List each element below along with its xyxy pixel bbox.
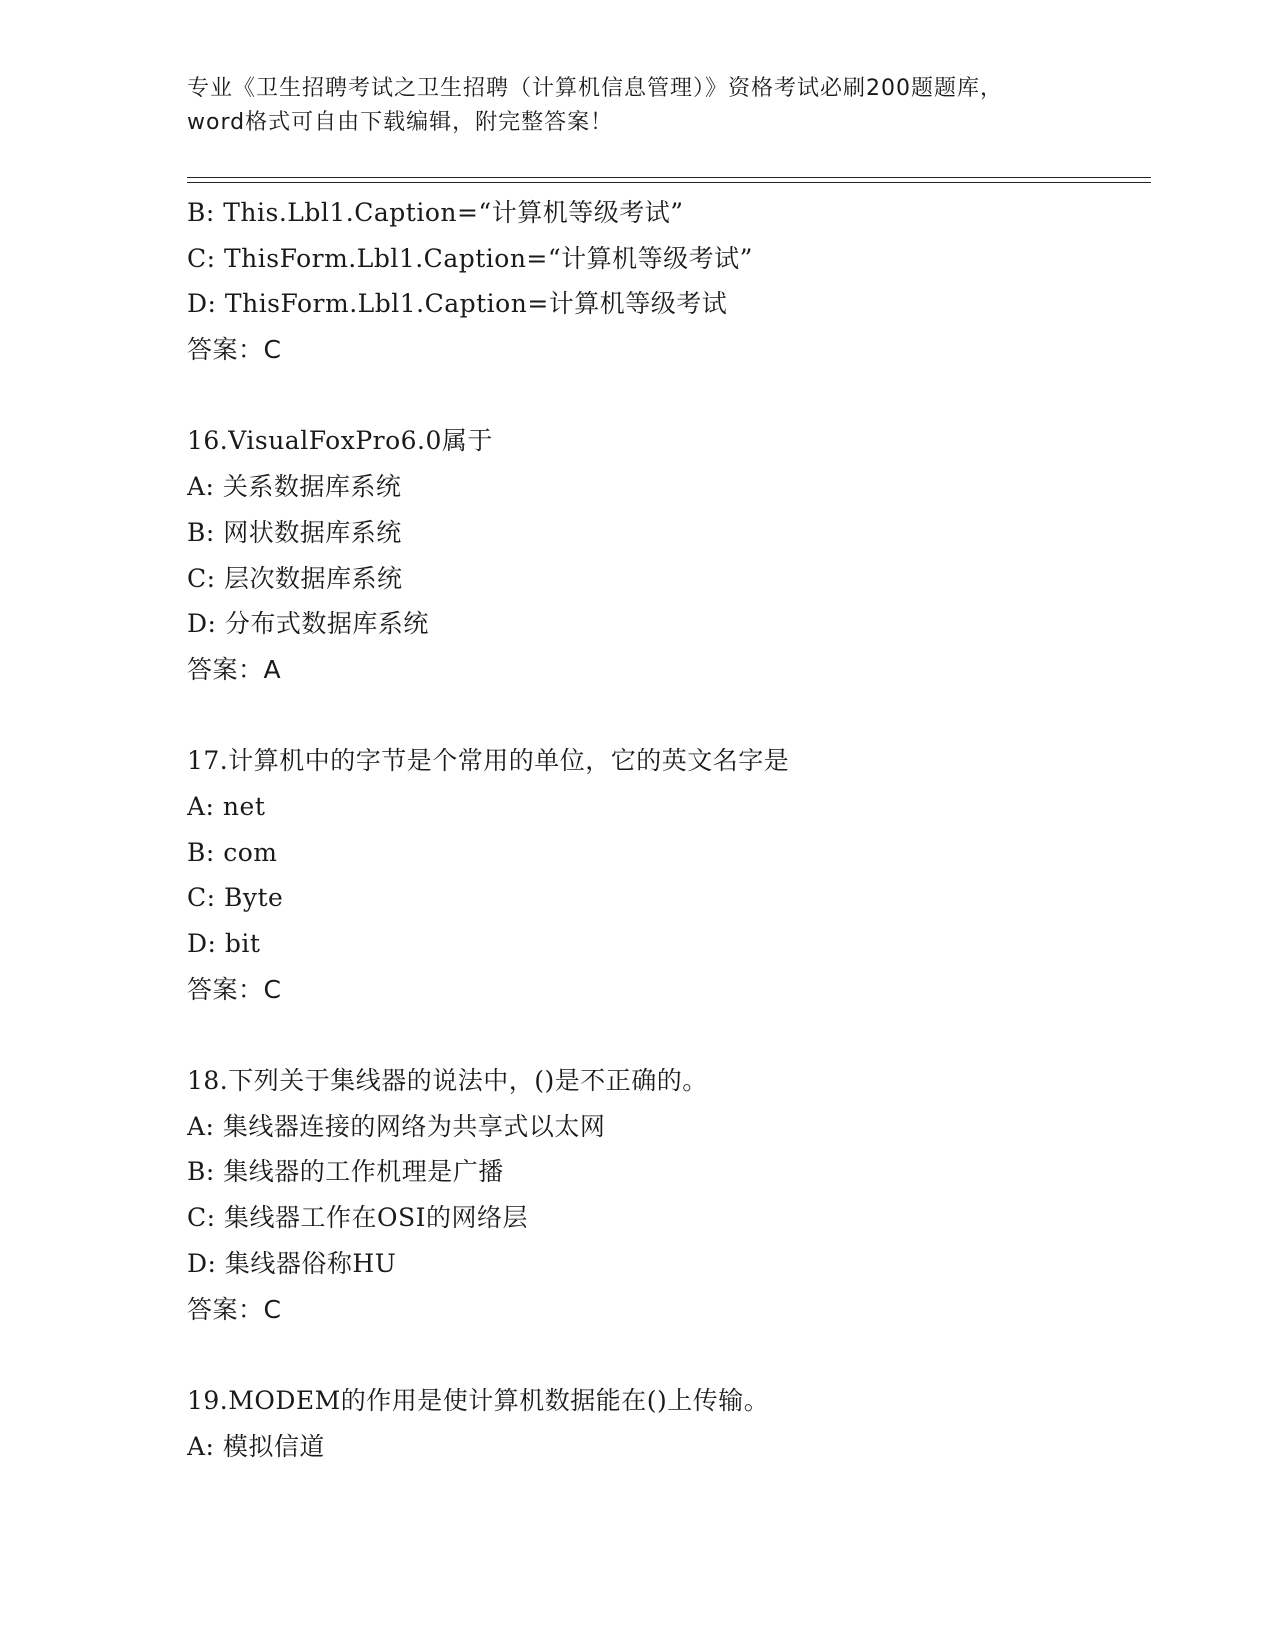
question-text: 18.下列关于集线器的说法中，()是不正确的。 xyxy=(187,1066,708,1096)
header-line-2: word格式可自由下载编辑，附完整答案！ xyxy=(187,110,614,135)
spacer xyxy=(187,693,1147,739)
question-text: 19.MODEM的作用是使计算机数据能在()上传输。 xyxy=(187,1385,770,1415)
option-a: A: net xyxy=(187,791,266,821)
option-d: D: 分布式数据库系统 xyxy=(187,609,429,639)
document-header xyxy=(187,72,1087,140)
header-line-1: 专业《卫生招聘考试之卫生招聘（计算机信息管理）》资格考试必刷200题题库， xyxy=(187,76,1003,101)
option-c: C: 集线器工作在OSI的网络层 xyxy=(187,1203,528,1233)
question-list xyxy=(187,190,1147,1469)
option-b: B: 网状数据库系统 xyxy=(187,517,402,547)
option-c: C: 层次数据库系统 xyxy=(187,563,403,593)
option-a: A: 模拟信道 xyxy=(187,1431,325,1461)
option-c: C: Byte xyxy=(187,883,284,913)
spacer xyxy=(187,1332,1147,1378)
option-d: D: 集线器俗称HU xyxy=(187,1248,397,1278)
option-b: B: com xyxy=(187,837,278,867)
option-c: C: ThisForm.Lbl1.Caption=“计算机等级考试” xyxy=(187,243,753,273)
answer: 答案：C xyxy=(187,1294,282,1324)
answer: 答案：C xyxy=(187,974,282,1004)
question-15 xyxy=(187,190,1147,373)
answer: 答案：A xyxy=(187,654,282,684)
question-text: 16.VisualFoxPro6.0属于 xyxy=(187,426,493,456)
question-19 xyxy=(187,1378,1147,1469)
option-a: A: 集线器连接的网络为共享式以太网 xyxy=(187,1111,606,1141)
spacer xyxy=(187,1012,1147,1058)
spacer xyxy=(187,373,1147,419)
answer: 答案：C xyxy=(187,335,282,365)
question-17 xyxy=(187,738,1147,1012)
question-18 xyxy=(187,1058,1147,1332)
question-16 xyxy=(187,418,1147,692)
option-b: B: 集线器的工作机理是广播 xyxy=(187,1157,504,1187)
option-a: A: 关系数据库系统 xyxy=(187,472,402,502)
option-d: D: ThisForm.Lbl1.Caption=计算机等级考试 xyxy=(187,289,728,319)
option-d: D: bit xyxy=(187,929,261,958)
option-b: B: This.Lbl1.Caption=“计算机等级考试” xyxy=(187,198,684,227)
header-divider-bottom xyxy=(187,182,1151,183)
header-divider-top xyxy=(187,177,1151,178)
question-text: 17.计算机中的字节是个常用的单位，它的英文名字是 xyxy=(187,746,790,776)
